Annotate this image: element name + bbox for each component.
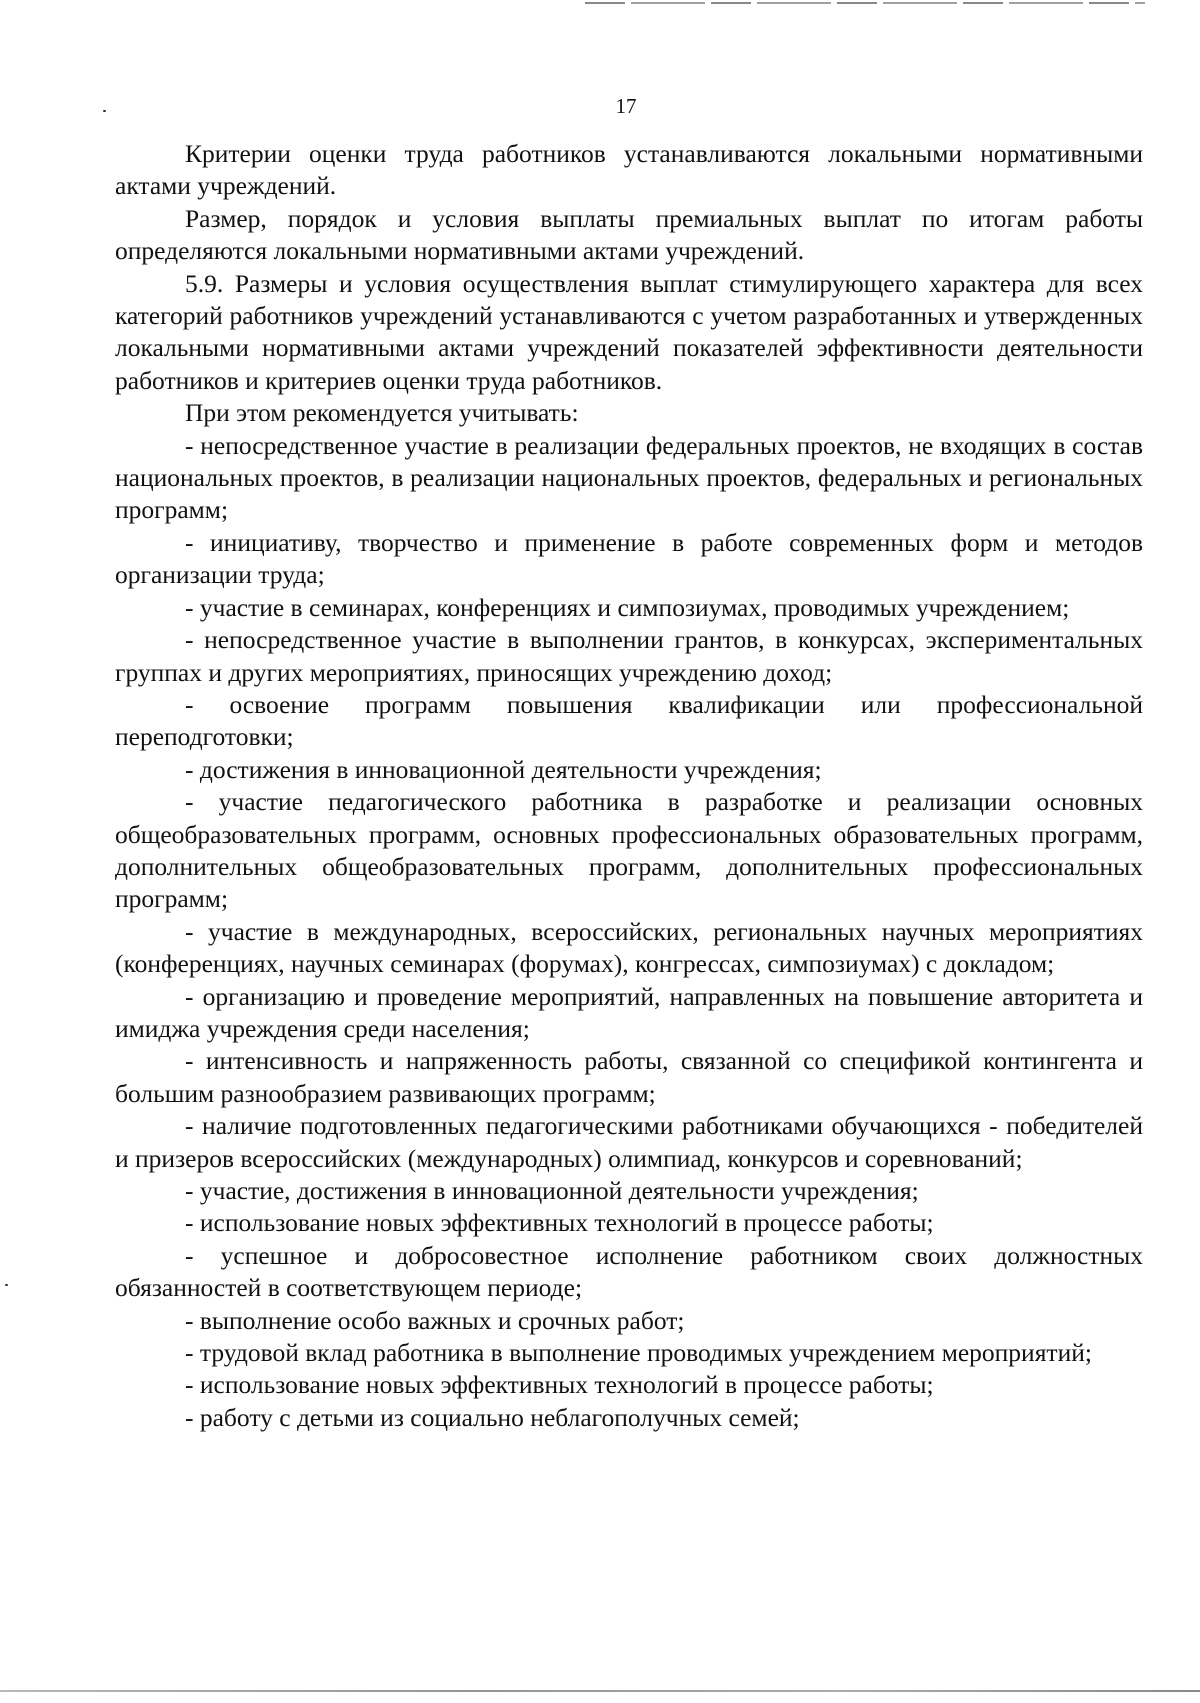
list-item: - участие в семинарах, конференциях и симпозиумах, проводимых учреждением; — [185, 592, 1070, 622]
paragraph: Размер, порядок и условия выплаты премиальных выплат по итогам работы определяются локальными нормативными актами учреждений. — [115, 203, 1143, 266]
list-item: - наличие подготовленных педагогическими работниками обучающихся - победителей и призеров всероссийских (международных) олимпиад, конкурсов и соревнований; — [115, 1111, 1143, 1173]
scan-artifact-bottom-line — [0, 1690, 1200, 1692]
paragraph: При этом рекомендуется учитывать: — [185, 398, 579, 428]
scan-speck — [5, 1284, 8, 1286]
list-item: - использование новых эффективных технологий в процессе работы; — [185, 1208, 934, 1238]
list-item: - непосредственное участие в реализации федеральных проектов, не входящих в состав национальных проектов, в реализации национальных проектов, федеральных и региональных программ; — [115, 430, 1143, 525]
list-item: - освоение программ повышения квалификации или профессиональной переподготовки; — [115, 689, 1143, 752]
list-item: - организацию и проведение мероприятий, направленных на повышение авторитета и имиджа учреждения среди населения; — [115, 981, 1143, 1043]
list-item: - участие, достижения в инновационной деятельности учреждения; — [185, 1176, 919, 1205]
list-item: - участие в международных, всероссийских, региональных научных мероприятиях (конференциях, научных семинарах (форумах), конгрессах, симпозиумах) с докладом; — [115, 916, 1143, 979]
list-item: - участие педагогического работника в разработке и реализации основных общеобразовательных программ, основных профессиональных образовательных программ, дополнительных общеобразовательных программ, дополнительных профессиональных программ; — [115, 787, 1143, 914]
document-body — [115, 138, 1143, 1434]
page-number: 17 — [615, 94, 637, 118]
scan-artifact-top-line — [585, 2, 1145, 4]
paragraph: 5.9. Размеры и условия осуществления выплат стимулирующего характера для всех категорий работников учреждений устанавливаются с учетом разработанных и утвержденных локальными нормативными актами учреждений показателей эффективности деятельности работников и критериев оценки труда работников. — [115, 268, 1143, 395]
list-item: - трудовой вклад работника в выполнение проводимых учреждением мероприятий; — [185, 1338, 1092, 1368]
list-item: - использование новых эффективных технологий в процессе работы; — [185, 1370, 934, 1400]
paragraph: Критерии оценки труда работников устанавливаются локальными нормативными актами учреждений. — [115, 139, 1143, 201]
list-item: - непосредственное участие в выполнении грантов, в конкурсах, экспериментальных группах и других мероприятиях, приносящих учреждению доход; — [115, 625, 1143, 687]
list-item: - достижения в инновационной деятельности учреждения; — [185, 754, 822, 784]
list-item: - интенсивность и напряженность работы, связанной со спецификой контингента и большим разнообразием развивающих программ; — [115, 1046, 1143, 1108]
list-item: - выполнение особо важных и срочных работ; — [185, 1305, 685, 1335]
list-item: - успешное и добросовестное исполнение работником своих должностных обязанностей в соответствующем периоде; — [115, 1240, 1143, 1303]
list-item: - работу с детьми из социально неблагополучных семей; — [185, 1402, 800, 1432]
list-item: - инициативу, творчество и применение в работе современных форм и методов организации труда; — [115, 527, 1143, 590]
